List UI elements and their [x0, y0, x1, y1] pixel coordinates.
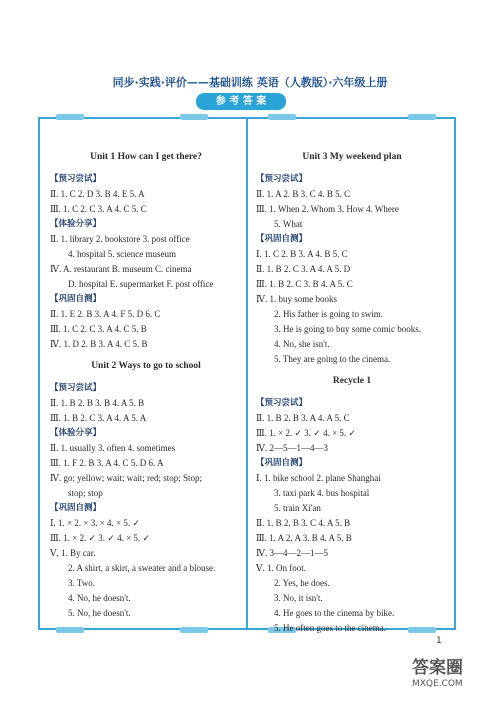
answer-line: Ⅲ. 1. C 2. C 3. A 4. C 5. C: [50, 204, 147, 214]
section-heading: 【预习尝试】: [256, 174, 308, 184]
section-heading: 【预习尝试】: [50, 174, 102, 184]
answer-line: D. hospital E. supermarket F. post office: [68, 279, 214, 289]
section-heading: 【巩固自测】: [256, 234, 308, 244]
answer-line: 5. They are going to the cinema.: [274, 354, 391, 364]
answer-line: Ⅱ. 1. E 2. B 3. A 4. F 5. D 6. C: [50, 309, 161, 319]
answer-line: Ⅴ. 1. By car.: [50, 548, 96, 558]
section-heading: 【体验分享】: [50, 219, 102, 229]
frame-tab: [268, 114, 296, 120]
answer-line: Ⅱ. 1. usually 3. often 4. sometimes: [50, 443, 176, 453]
answer-line: Ⅰ. 1. bike school 2. plane Shanghai: [256, 473, 381, 483]
answer-line: 3. taxi park 4. bus hospital: [274, 488, 370, 498]
answer-line: Ⅲ. 1. C 2. C 3. A 4. C 5. B: [50, 324, 147, 334]
answer-line: 4. He goes to the cinema by bike.: [274, 608, 395, 618]
page-number: 1: [436, 636, 442, 646]
answer-line: Ⅲ. 1. A 2. A 3. B 4. A 5. B: [256, 533, 352, 543]
answer-line: 4. hospital 5. science museum: [68, 249, 176, 259]
answer-line: Ⅴ. 1. On foot.: [256, 563, 306, 573]
section-heading: 【体验分享】: [50, 428, 102, 438]
answer-line: Ⅱ. 1. C 2. D 3. B 4. E 5. A: [50, 189, 145, 199]
answer-line: Ⅱ. 1. B 2. B 3. A 4. A 5. C: [256, 413, 350, 423]
answer-line: 2. A shirt, a skirt, a sweater and a blouse.: [68, 563, 216, 573]
answer-line: 3. Two.: [68, 578, 95, 588]
answer-line: Ⅱ. 1. library 2. bookstore 3. post office: [50, 234, 190, 244]
answer-line: Ⅰ. 1. C 2. B 3. A 4. B 5. C: [256, 249, 348, 259]
answer-line: 5. No, he doesn't.: [68, 608, 131, 618]
frame-tab: [56, 114, 84, 120]
answer-line: stop; stop: [68, 488, 103, 498]
answer-line: Ⅲ. 1. When 2. Whom 3. How 4. Where: [256, 204, 399, 214]
answer-line: 5. He often goes to the cinema.: [274, 623, 386, 633]
answer-line: Ⅲ. 1. B 2. C 3. B 4. A 5. C: [256, 279, 353, 289]
site-watermark: [412, 658, 492, 692]
answer-line: Ⅳ. A. restaurant B. museum C. cinema: [50, 264, 192, 274]
page-header: 同步·实践·评价——基础训练 英语（人教版）·六年级上册: [112, 76, 388, 89]
answer-line: Ⅳ. go; yellow; wait; wait; red; stop; Stop;: [50, 473, 202, 483]
unit-title: Unit 2 Ways to go to school: [91, 361, 201, 371]
answer-line: Ⅳ. 1. buy some books: [256, 294, 337, 304]
section-heading: 【预习尝试】: [256, 398, 308, 408]
answer-line: Ⅱ. 1. A 2. B 3. C 4. B 5. C: [256, 189, 351, 199]
answer-line: 5. train Xi'an: [274, 503, 321, 513]
answer-line: 5. What: [274, 219, 303, 229]
answer-line: 2. Yes, he does.: [274, 578, 330, 588]
right-column: [256, 150, 448, 636]
answer-line: Ⅲ. 1. B 2. C 3. A 4. A 5. A: [50, 413, 147, 423]
answer-line: Ⅱ. 1. B 2. B 3. C 4. A 5. B: [256, 518, 351, 528]
frame-tab: [180, 114, 208, 120]
answer-line: Ⅳ. 2—5—1—4—3: [256, 443, 328, 453]
answer-line: 4. No, he doesn't.: [68, 593, 131, 603]
unit-title: Unit 3 My weekend plan: [302, 152, 402, 162]
section-heading: 【巩固自测】: [256, 458, 308, 468]
column-divider: [246, 119, 248, 628]
unit-title: Recycle 1: [332, 376, 372, 386]
section-heading: 【巩固自测】: [50, 294, 102, 304]
answer-line: Ⅰ. 1. × 2. × 3. × 4. × 5. ✓: [50, 518, 140, 528]
answer-line: 2. His father is going to swim.: [274, 309, 383, 319]
frame-tab: [56, 627, 84, 633]
unit-title: Unit 1 How can I get there?: [90, 152, 202, 162]
watermark-sub: MXQE.COM: [412, 679, 463, 689]
frame-tab: [408, 114, 436, 120]
section-heading: 【预习尝试】: [50, 383, 102, 393]
answer-line: Ⅲ. 1. × 2. ✓ 3. ✓ 4. × 5. ✓: [256, 428, 356, 438]
left-column: [50, 150, 242, 621]
answer-line: 3. He is going to buy some comic books.: [274, 324, 421, 334]
watermark-main: 答案圈: [412, 658, 463, 678]
answer-line: Ⅲ. 1. × 2. ✓ 3. ✓ 4. × 5. ✓: [50, 533, 150, 543]
section-heading: 【巩固自测】: [50, 503, 102, 513]
frame-tab: [180, 627, 208, 633]
answer-line: Ⅳ. 3—4—2—1—5: [256, 548, 328, 558]
answer-banner: 参 考 答 案: [196, 93, 286, 110]
answer-line: 4. No, she isn't.: [274, 339, 330, 349]
answer-line: Ⅱ. 1. B 2. B 3. B 4. A 5. B: [50, 398, 145, 408]
answer-line: Ⅱ. 1. B 2. C 3. A 4. A 5. D: [256, 264, 351, 274]
answer-line: Ⅳ. 1. D 2. B 3. A 4. C 5. B: [50, 339, 148, 349]
answer-line: 3. No, it isn't.: [274, 593, 323, 603]
answer-line: Ⅲ. 1. F 2. B 3. A 4. C 5. D 6. A: [50, 458, 164, 468]
